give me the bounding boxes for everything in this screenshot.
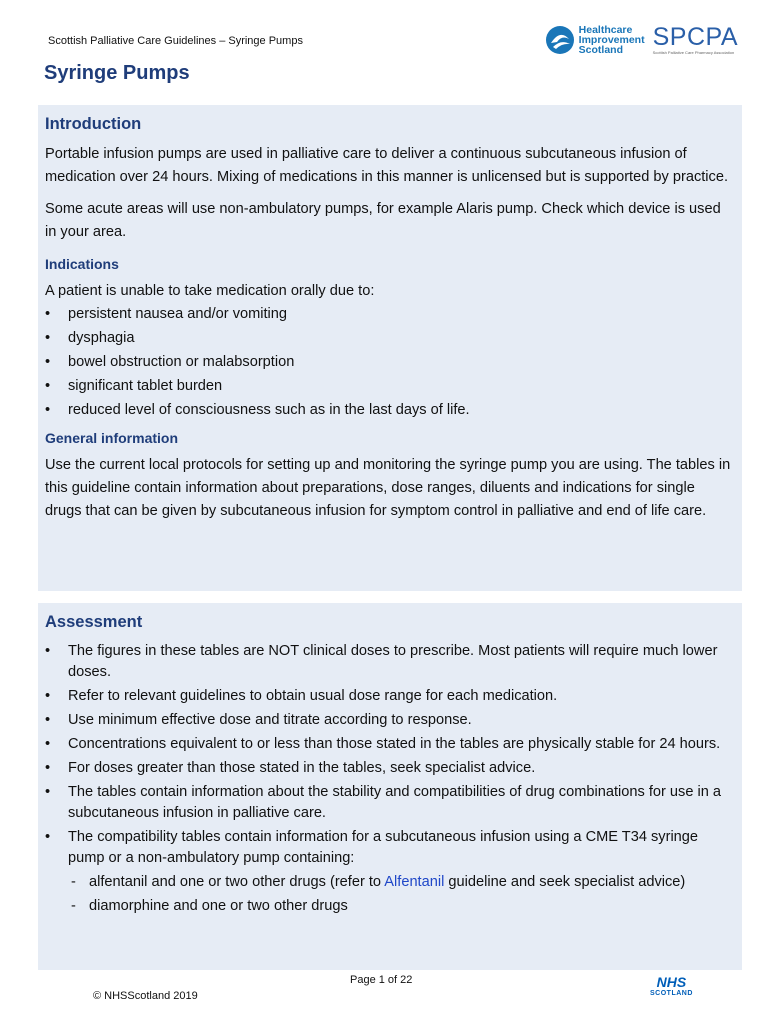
his-logo-line2: Improvement	[578, 33, 645, 46]
intro-paragraph-1: Portable infusion pumps are used in palliative care to deliver a continuous subcutaneous infusion of medication over 24 hours. Mixing of medications in this manner is unlicensed but is supported by practice.	[45, 146, 729, 185]
indications-lead: A patient is unable to take medication orally due to:	[45, 283, 375, 299]
list-item: • significant tablet burden	[45, 374, 735, 398]
general-information-heading: General information	[45, 430, 179, 446]
introduction-section	[38, 105, 742, 591]
nhs-logo-subtitle: SCOTLAND	[650, 990, 693, 997]
list-item: • dysphagia	[45, 326, 735, 350]
spcpa-logo	[653, 24, 738, 55]
page-number: Page 1 of 22	[350, 974, 413, 986]
general-information-paragraph: Use the current local protocols for setting up and monitoring the syringe pump you are using. The tables in this guideline contain information about preparations, dose ranges, diluents and indications for single drugs that can be given by subcutaneous infusion for symptom control in palliative and end of life care.	[45, 457, 731, 519]
list-item: • The tables contain information about the stability and compatibilities of drug combinations for use in a subcutaneous infusion in palliative care.	[45, 782, 735, 824]
nhs-scotland-logo	[650, 974, 693, 997]
his-logo-line3: Scotland	[578, 43, 623, 56]
copyright: © NHSScotland 2019	[93, 990, 198, 1002]
list-item: • Concentrations equivalent to or less than those stated in the tables are physically stable for 24 hours.	[45, 734, 735, 755]
his-emblem-icon	[545, 25, 575, 55]
list-item: • reduced level of consciousness such as in the last days of life.	[45, 398, 735, 422]
assessment-list	[45, 641, 735, 869]
nhs-logo-mark: NHS	[656, 974, 687, 990]
list-item: • The figures in these tables are NOT clinical doses to prescribe. Most patients will require much lower doses.	[45, 641, 735, 683]
header-logos	[545, 24, 738, 55]
indications-heading: Indications	[45, 256, 119, 272]
spcpa-logo-name: SPCPA	[652, 23, 738, 51]
document-title: Scottish Palliative Care Guidelines – Syringe Pumps	[48, 35, 303, 47]
his-logo	[545, 25, 645, 55]
list-item: • bowel obstruction or malabsorption	[45, 350, 735, 374]
introduction-heading: Introduction	[45, 115, 142, 133]
list-item: • The compatibility tables contain information for a subcutaneous infusion using a CME T34 syringe pump or a non-ambulatory pump containing:	[45, 827, 735, 869]
assessment-sublist	[45, 872, 735, 917]
assessment-section	[38, 603, 742, 970]
alfentanil-link[interactable]: Alfentanil	[384, 874, 445, 890]
sub-item-1-text-end: guideline and seek specialist advice)	[444, 874, 686, 890]
list-item	[68, 872, 735, 893]
page-title: Syringe Pumps	[44, 62, 190, 84]
indications-list	[45, 302, 735, 422]
list-item: • For doses greater than those stated in the tables, seek specialist advice.	[45, 758, 735, 779]
sub-item-1-text-start: alfentanil and one or two other drugs (refer to	[89, 874, 385, 890]
spcpa-logo-subtitle: Scottish Palliative Care Pharmacy Association	[652, 50, 735, 55]
list-item: • Refer to relevant guidelines to obtain usual dose range for each medication.	[45, 686, 735, 707]
list-item: - diamorphine and one or two other drugs	[68, 896, 735, 917]
list-item: • persistent nausea and/or vomiting	[45, 302, 735, 326]
list-item: • Use minimum effective dose and titrate according to response.	[45, 710, 735, 731]
his-logo-line1: Healthcare	[578, 23, 633, 36]
intro-paragraph-2: Some acute areas will use non-ambulatory pumps, for example Alaris pump. Check which device is used in your area.	[45, 201, 721, 240]
assessment-heading: Assessment	[45, 613, 143, 631]
